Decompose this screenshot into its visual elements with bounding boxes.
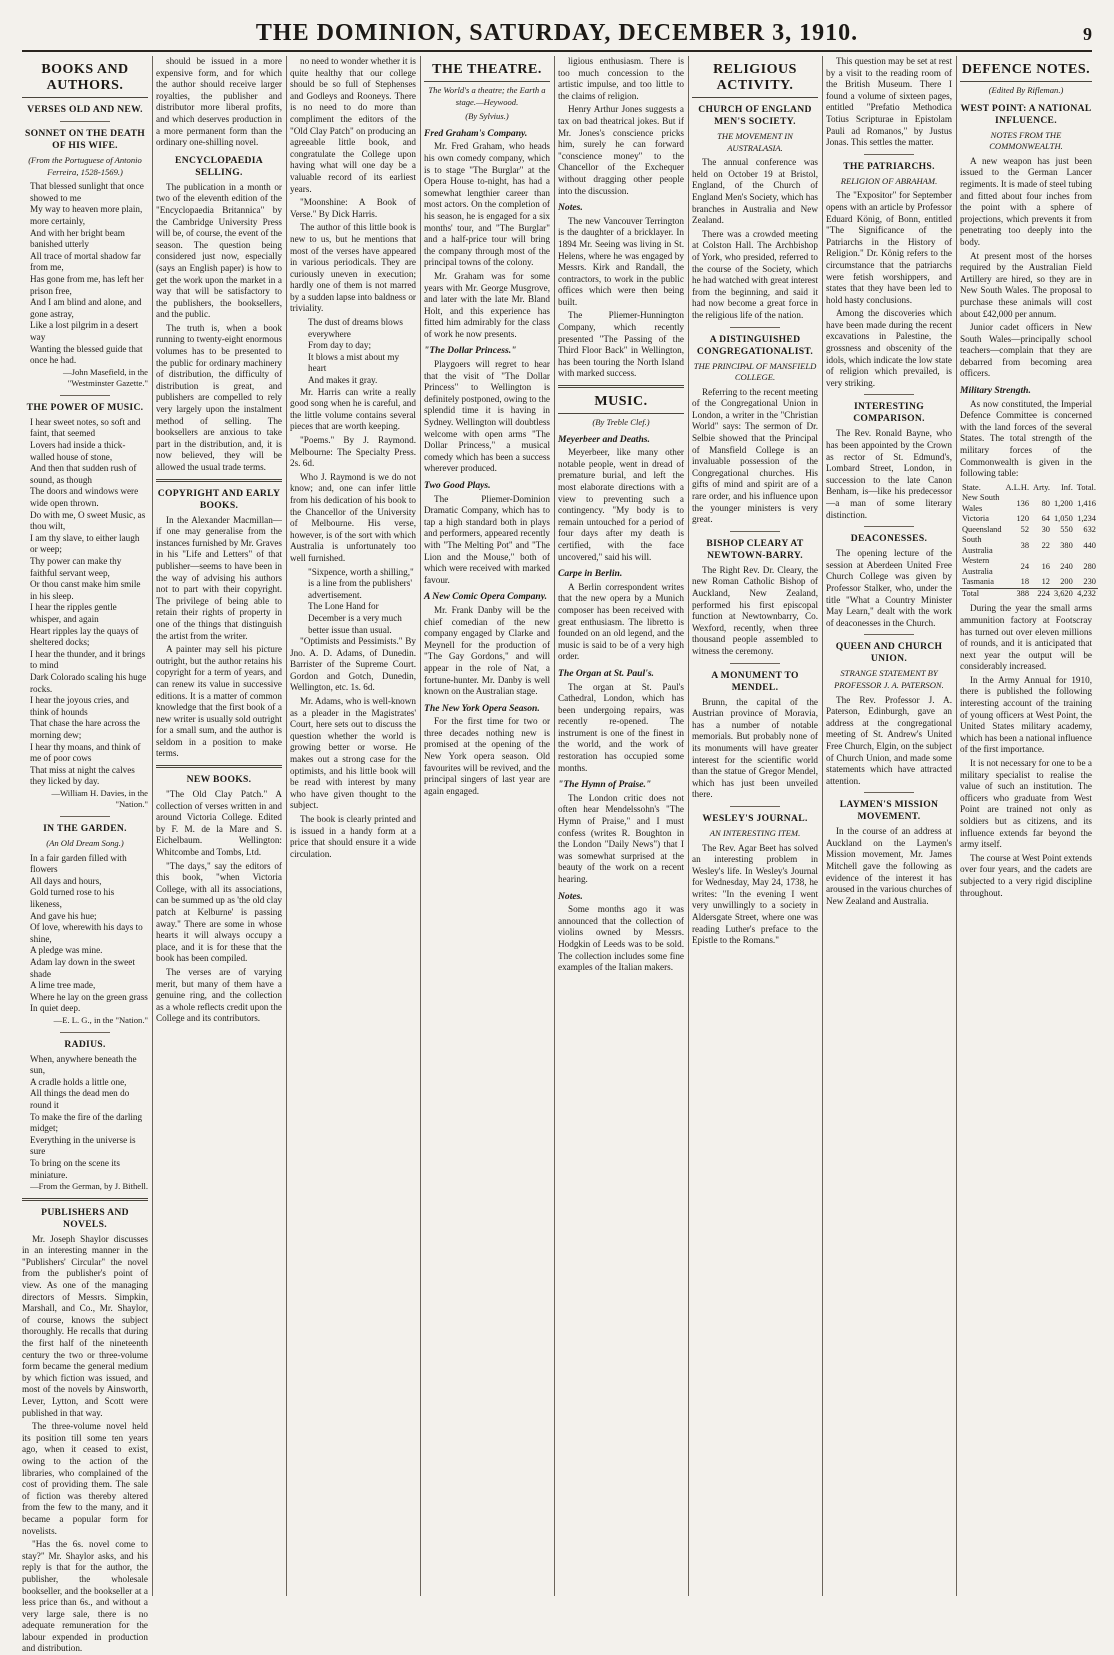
column-rule — [822, 56, 823, 1596]
table-cell: 240 — [1060, 561, 1073, 571]
column-patriarchs — [826, 56, 952, 1596]
table-cell: 280 — [1083, 561, 1096, 571]
article-body — [826, 695, 952, 788]
paragraph: Among the discoveries which have been made during the recent excavations in Palestine, the grossness and obscenity of the idols, which indicate the low state of religion which prevailed, is very striking. — [826, 308, 952, 388]
paragraph: The Right Rev. Dr. Cleary, the new Roman Catholic Bishop of Auckland, New Zealand, performed his first episcopal function at Newtownbarry, Co. Wexford, recently, when three thousand people assembled to witness the ceremony. — [692, 564, 818, 656]
paragraph: For the first time for two or three decades nothing new is promised at the opening of the New York opera season. Old favourites will be revived, and the principal singers of last year are again engaged. — [424, 716, 550, 796]
article-body — [558, 582, 684, 663]
double-rule — [156, 479, 282, 482]
table-row — [960, 556, 1098, 577]
table-cell: 1,234 — [1077, 514, 1096, 524]
text-line: The Lone Hand for December is a very much better issue than usual. — [308, 601, 402, 635]
table-header-cell: State. — [962, 482, 981, 492]
text-line: To bring on the scene its miniature. — [30, 1157, 120, 1180]
text-line: It blows a mist about my heart — [308, 351, 400, 374]
divider — [60, 816, 110, 817]
table-cell: 38 — [1020, 540, 1030, 550]
paragraph: The author of this little book is new to us, but he mentions that most of the verses have appeared in various periodicals. They are curiously uneven in execution; hardly one of them is not marred by a sudden lapse into baldness or triviality. — [290, 222, 416, 314]
paragraph: Henry Arthur Jones suggests a tax on bad theatrical jokes. But if Mr. Jones's conscience pricks him, surely he can forward "conscience money" to the Chancellor of the Exchequer without dragging other people into the discussion. — [558, 104, 684, 196]
paragraph: There was a crowded meeting at Colston Hall. The Archbishop of York, who presided, referred to the course of the Society, which he had watched with great interest from the beginning, and said it had now become a great force in the religious life of the nation. — [692, 228, 818, 320]
subsection-heading: WESLEY'S JOURNAL. — [702, 812, 808, 824]
table-header-cell: A.L.H. — [1005, 482, 1030, 492]
paragraph: "The days," say the editors of this book, "when Victoria College, with all its associations, can be summed up as 'the old clay patch at Kelburne' is passing away." There are some in whose hearts it will always occupy a place, and it is for these that the book has been compiled. — [156, 860, 282, 964]
subsection-heading: WEST POINT: A NATIONAL INFLUENCE. — [960, 102, 1092, 126]
double-rule — [22, 1198, 148, 1201]
article-body — [156, 56, 282, 149]
page-number: 9 — [1083, 24, 1092, 44]
subsection-heading: COPYRIGHT AND EARLY BOOKS. — [157, 487, 281, 511]
column-reviews — [290, 56, 416, 1596]
subsection-subheading: RELIGION OF ABRAHAM. — [840, 175, 938, 186]
column-books-and-authors — [22, 56, 148, 1654]
column-rule — [152, 56, 153, 1596]
text-line: I hear the joyous cries, and think of hounds — [30, 695, 129, 717]
table-cell: 64 — [1041, 514, 1050, 524]
article-heading: Two Good Plays. — [424, 480, 491, 491]
article-body — [558, 56, 684, 197]
text-line: I hear the ripples gentle whisper, and again — [30, 602, 117, 624]
subsection-heading: THE PATRIARCHS. — [843, 160, 935, 172]
paragraph: Mr. Graham was for some years with Mr. George Musgrove, and later with the late Mr. Bland Holt, and this experience has fitted him admirably for the class of work he now presents. — [424, 270, 550, 339]
paragraph: The new Vancouver Terrington is the daughter of a bricklayer. In 1894 Mr. Seeing was living in St. Helens, where he was engaged by Messrs. Kirk and Randall, the contractors, to work in the public offices which were then being built. — [558, 215, 684, 307]
article-heading: "The Hymn of Praise." — [558, 779, 652, 791]
table-cell: 18 — [1020, 577, 1030, 587]
article-body — [424, 494, 550, 587]
article-body — [692, 565, 818, 658]
subsection-subheading: NOTES FROM THE COMMONWEALTH. — [989, 129, 1063, 152]
table-cell: New South Wales — [962, 493, 1000, 513]
divider — [730, 663, 780, 664]
text-line: Or thou canst make him smile in his sleep. — [30, 579, 141, 601]
table-header-cell: Total. — [1076, 482, 1096, 492]
poem-signature: —John Masefield, in the "Westminster Gazette." — [63, 366, 148, 389]
divider — [864, 154, 914, 155]
text-line: That blessed sunlight that once showed to me — [30, 181, 144, 203]
article-body — [156, 789, 282, 1025]
article-body — [424, 359, 550, 475]
subsection-subheading: THE PRINCIPAL OF MANSFIELD COLLEGE. — [693, 360, 817, 383]
article-body — [826, 190, 952, 389]
table-cell: 388 — [1004, 588, 1032, 599]
subsection-subheading: AN INTERESTING ITEM. — [709, 827, 801, 838]
paragraph: Referring to the recent meeting of the Congregational Union in London, a writer in the "Christian World" says: The sermon of Dr. Selbie showed that the Principal of Mansfield College is an invaluable possession of the Congregational churches. His gifts of mind and spirit are of a rare order, and his influence upon the younger ministers is very great. — [692, 386, 818, 525]
text-line: "Sixpence, worth a shilling," is a line from the publishers' advertisement. — [308, 566, 414, 600]
paragraph: The organ at St. Paul's Cathedral, London, which has been undergoing repairs, was recently re-opened. The instrument is one of the finest in the world, and the work of restoration has occupied some months. — [558, 681, 684, 773]
subsection-heading: LAYMEN'S MISSION MOVEMENT. — [839, 799, 939, 823]
table-cell: 1,416 — [1077, 498, 1096, 508]
paragraph: A Berlin correspondent writes that the new opera by a Munich composer has been received with great enthusiasm. The libretto is founded on an old legend, and the music is said to be of a very high order. — [558, 581, 684, 662]
subsection-heading: A DISTINGUISHED CONGREGATIONALIST. — [696, 333, 814, 357]
article-body — [826, 428, 952, 521]
column-defence — [960, 56, 1096, 1596]
paragraph: Brunn, the capital of the Austrian province of Moravia, has a number of notable memorials. But probably none of its monuments will have greater interest for the scientific world than the statue of Gregor Mendel, which has just been unveiled there. — [692, 696, 818, 800]
paragraph: "Optimists and Pessimists." By Jno. A. D. Adams, of Dunedin. Barrister of the Supreme Court. Gordon and Gotch, Dunedin, Wellington, etc. 1s. 6d. — [290, 636, 416, 693]
military-strength-table — [960, 483, 1098, 600]
poem-signature: —From the German, by J. Bithell. — [30, 1181, 148, 1192]
text-line: All trace of mortal shadow far from me, — [30, 250, 141, 273]
poem-body — [290, 317, 416, 387]
poem-body — [22, 417, 148, 788]
table-cell: 550 — [1060, 524, 1073, 534]
article-heading: Carpe in Berlin. — [558, 568, 623, 580]
text-line: And gave his hue; — [30, 910, 97, 921]
paragraph: Meyerbeer, like many other notable people, went in dread of premature burial, and left the most elaborate directions with a view to preventing such a contingency. "My body is to remain untouched for a period of four days after my death is certified, with the face uncovered," said his will. — [558, 447, 684, 562]
paragraph: The "Expositor" for September opens with an article by Professor Eduard König, of Bonn, entitled "The Significance of the Patriarchs in the History of Religion." Dr. König refers to the circumstance that the patriarchs were fetish worshippers, and states that they have been led to hold hasty conclusions. — [826, 190, 952, 305]
section-motto: The World's a theatre; the Earth a stage.—Heywood. — [428, 85, 546, 107]
subsection-subheading: STRANGE STATEMENT BY PROFESSOR J. A. PATERSON. — [834, 668, 944, 690]
article-body — [424, 605, 550, 698]
divider — [864, 634, 914, 635]
column-religious — [692, 56, 818, 1596]
article-heading: Notes. — [558, 890, 583, 902]
paragraph: It is not necessary for one to be a military specialist to realise the value of such an institution. The officers who graduate from West Point are trained not only as soldiers but as citizens, and its influence extends far beyond the army itself. — [960, 758, 1092, 850]
paragraph: A new weapon has just been issued to the German Lancer regiments. It is made of steel tubing and fitted about four inches from the point with a sphere of projections, which prevents it from penetrating too deeply into the body. — [960, 155, 1092, 247]
text-line: Do with me, O sweet Music, as thou wilt, — [30, 509, 146, 532]
article-heading: Fred Graham's Company. — [424, 127, 528, 139]
table-cell: 16 — [1041, 561, 1050, 571]
article-body — [960, 603, 1092, 899]
article-heading: "The Dollar Princess." — [424, 345, 517, 357]
section-heading: MUSIC. — [558, 394, 684, 414]
text-line: And with her bright beam banished utterly — [30, 227, 125, 250]
paragraph: In the Alexander Macmillan—if one may generalise from the instances furnished by Mr. Graves in his "Life and Letters" of that publisher—seems to have been in the way of advising his authors not to part with their copyright. The privilege of being able to retain their rights of property in one of the things that distinguish the artist from the writer. — [156, 514, 282, 641]
poem-source: (An Old Dream Song.) — [46, 838, 124, 849]
text-line: In a fair garden filled with flowers — [30, 852, 127, 875]
paragraph: Mr. Harris can write a really good song when he is careful, and the little volume contains several pieces that are worth keeping. — [290, 386, 416, 432]
table-row — [960, 577, 1098, 588]
divider — [60, 395, 110, 396]
article-body — [290, 387, 416, 565]
table-row — [960, 535, 1098, 556]
table-cell: 30 — [1041, 524, 1050, 534]
paragraph: The book is clearly printed and is issued in a handy form at a price that should ensure it a wide circulation. — [290, 814, 416, 859]
table-total-row — [960, 588, 1098, 599]
subsection-heading: BISHOP CLEARY AT NEWTOWN-BARRY. — [706, 537, 804, 561]
table-cell: 12 — [1041, 577, 1050, 587]
article-body — [290, 56, 416, 315]
paragraph: Mr. Frank Danby will be the chief comedian of the new company engaged by Clarke and Meynell for the production of "The Gay Gordons," and will appear in the role of Nat, a fortune-hunter. Mr. Danby is well known on the Australian stage. — [424, 604, 550, 697]
table-cell: 1,050 — [1053, 514, 1073, 524]
poem-body — [22, 1054, 148, 1182]
paragraph: Junior cadet officers in New South Wales—principally school teachers—complain that they are debarred from becoming area officers. — [960, 322, 1092, 379]
table-cell: Queensland — [962, 524, 1002, 534]
text-line: Gold turned rose to his likeness, — [30, 887, 115, 910]
article-body — [156, 515, 282, 760]
table-cell: 24 — [1020, 561, 1030, 571]
table-cell: 200 — [1060, 577, 1073, 587]
table-cell: 52 — [1020, 524, 1030, 534]
article-heading: Meyerbeer and Deaths. — [558, 433, 650, 445]
text-line: A pledge was mine. — [30, 945, 103, 956]
paragraph: The three-volume novel held its position till some ten years ago, when it ceased to exist, owing to the action of the libraries, who complained of the cost of providing them. The sale of fiction was thereby altered from the few to the many, and it became a popular form for novelists. — [22, 1421, 148, 1536]
text-line: To make the fire of the darling midget; — [30, 1111, 143, 1134]
paragraph: The Pliemer-Hunnington Company, which recently presented "The Passing of the Third Floor Back" in Wellington, has been touring the North Island with marked success. — [558, 310, 684, 379]
subsection-heading: PUBLISHERS AND NOVELS. — [41, 1206, 129, 1230]
table-cell: 440 — [1083, 540, 1096, 550]
text-line: Heart ripples lay the quays of sheltered docks; — [30, 625, 139, 648]
text-line: The dust of dreams blows everywhere — [308, 317, 403, 339]
text-line: Has gone from me, has left her prison free, — [30, 273, 144, 296]
table-cell: 632 — [1083, 524, 1096, 534]
divider — [730, 531, 780, 532]
poem-title: IN THE GARDEN. — [43, 823, 127, 835]
article-body — [692, 387, 818, 526]
article-body — [156, 182, 282, 474]
paragraph: Playgoers will regret to hear that the visit of "The Dollar Princess" to Wellington is definitely postponed, owing to the splendid time it is having in Sydney. Wellington will doubtless welcome with open arms "The Dollar Princess," a musical comedy which has been a success wherever produced. — [424, 359, 550, 474]
paragraph: Mr. Adams, who is well-known as a pleader in the Magistrates' Court, here sets out to discuss the question whether the world is growing better or worse. He makes out a strong case for the optimists, and his little book will be read with interest by many who have given thought to the subject. — [290, 696, 416, 811]
article-body — [826, 548, 952, 629]
column-encyclopaedia — [156, 56, 282, 1596]
column-rule — [420, 56, 421, 1596]
paragraph: At present most of the horses required by the Australian Field Artillery are hired, so they are in New South Wales. The proposal to purchase these animals will cost about £42,000 per annum. — [960, 250, 1092, 319]
article-body — [692, 157, 818, 321]
paragraph: The publication in a month or two of the eleventh edition of the "Encyclopaedia Britannica" by the Cambridge University Press will be, of course, the event of the season. The question being considered just now, especially (says an English paper) is how to get the work upon the market in a way that will be satisfactory to the publishers, the booksellers, and the public. — [156, 181, 282, 320]
text-line: All days and hours, — [30, 875, 102, 886]
double-rule — [558, 385, 684, 388]
text-line: Lovers had inside a thick-walled house of stone, — [30, 440, 126, 462]
column-rule — [688, 56, 689, 1596]
text-line: Like a lost pilgrim in a desert way — [30, 320, 139, 342]
article-body — [692, 697, 818, 801]
table-cell: 4,232 — [1075, 588, 1098, 599]
text-line: Of love, wherewith his days to shine, — [30, 922, 143, 944]
table-cell: 80 — [1041, 498, 1050, 508]
section-heading: RELIGIOUS ACTIVITY. — [692, 62, 818, 98]
article-heading: Notes. — [558, 202, 583, 214]
text-line: A lime tree made, — [30, 980, 96, 991]
table-cell: 230 — [1083, 577, 1096, 587]
table-body — [960, 493, 1098, 599]
paragraph: The Pliemer-Dominion Dramatic Company, which has to tap a high standard both in plays and performers, appeared recently with "The Melting Pot" and "The Lion and the Mouse," both of which were received with marked favour. — [424, 493, 550, 585]
text-line: That chase the hare across the morning dew; — [30, 718, 140, 740]
table-header-row — [960, 483, 1098, 494]
text-line: Everything in the universe is sure — [30, 1134, 136, 1157]
paragraph: "The Old Clay Patch." A collection of verses written in and around Victoria College. Edited by F. M. de la Mare and S. Eichelbaum. Wellington: Whitcombe and Tombs, Ltd. — [156, 789, 282, 858]
article-body — [692, 843, 818, 947]
table-cell: 3,620 — [1053, 588, 1073, 598]
text-line: I am thy slave, to either laugh or weep; — [30, 532, 140, 555]
subsection-heading: INTERESTING COMPARISON. — [853, 401, 925, 425]
text-line: Thy power can make thy faithful servant weep, — [30, 556, 122, 578]
poem-source: (From the Portuguese of Antonio Ferreira, 1528-1569.) — [28, 155, 142, 177]
table-cell: Western Australia — [962, 556, 993, 576]
subsection-heading: CHURCH OF ENGLAND MEN'S SOCIETY. — [698, 104, 812, 127]
text-line: When, anywhere beneath the sun, — [30, 1053, 137, 1076]
article-body — [960, 399, 1092, 480]
text-line: My way to heaven more plain, more certainly, — [30, 204, 143, 226]
newspaper-title: THE DOMINION, SATURDAY, DECEMBER 3, 1910. — [255, 20, 859, 46]
column-theatre — [424, 56, 550, 1596]
text-line: A cradle holds a little one, — [30, 1076, 127, 1087]
subsection-heading: VERSES OLD AND NEW. — [27, 104, 143, 115]
divider — [60, 1032, 110, 1033]
subsection-heading: QUEEN AND CHURCH UNION. — [835, 641, 943, 665]
article-body — [424, 141, 550, 340]
double-rule — [156, 765, 282, 768]
paragraph: A painter may sell his picture outright, but the author retains his copyright for a term of years, and can renew its value in successive editions. It is a matter of common knowledge that the first book of a new writer is usually sold outright for a small sum, and the author is seldom in a position to make terms. — [156, 644, 282, 759]
article-body — [558, 216, 684, 380]
poem-signature: —E. L. G., in the "Nation." — [53, 1014, 148, 1025]
divider — [730, 806, 780, 807]
article-body — [558, 447, 684, 563]
paragraph: During the year the small arms ammunition factory at Footscray has turned out over eleven millions of rounds, and it is anticipated that next year the output will be considerably increased. — [960, 603, 1092, 672]
table-cell: Victoria — [962, 514, 989, 524]
paragraph: should be issued in a more expensive form, and for which the author should receive larger royalties, the publisher and distributor more liberal profits, and which deserves production in a more permanent form than the ordinary one-shilling novel. — [156, 56, 282, 148]
table-cell: Tasmania — [962, 577, 994, 587]
article-body — [826, 56, 952, 149]
article-body — [960, 156, 1092, 380]
table-row — [960, 493, 1098, 514]
table-row — [960, 525, 1098, 536]
paragraph: Mr. Fred Graham, who heads his own comedy company, which is to stage "The Burglar" at the Opera House to-night, has had a somewhat lengthier career than most actors. On the completion of his season, he is engaged for a six months' tour, and "The Burglar" and a half-price tour will bring the company through most of the principal towns of the colony. — [424, 141, 550, 268]
divider — [60, 121, 110, 122]
table-header-cell: Inf. — [1060, 482, 1073, 492]
paragraph: no need to wonder whether it is quite healthy that our college should be so full of Stephenses and Godleys and Rooneys. There is no need to do more than compliment the editors of the "Old Clay Patch" on producing an agreeable little book, and congratulate the College upon having what will one day be a valuable record of its earliest years. — [290, 56, 416, 194]
text-line: In quiet deep. — [30, 1003, 81, 1014]
paragraph: "Poems." By J. Raymond. Melbourne: The Specialty Press. 2s. 6d. — [290, 435, 416, 469]
column-music — [558, 56, 684, 1596]
text-line: I hear thy moans, and think of me of poor cows — [30, 741, 141, 764]
section-heading: DEFENCE NOTES. — [960, 62, 1092, 82]
section-heading: THE THEATRE. — [424, 62, 550, 82]
article-body — [558, 904, 684, 974]
paragraph: The annual conference was held on October 19 at Bristol, England, of the Church of England Men's Society, which has branches in Australia and New Zealand. — [692, 157, 818, 226]
article-body — [558, 682, 684, 775]
byline: (By Treble Clef.) — [592, 417, 650, 428]
paragraph: The opening lecture of the session at Aberdeen United Free Church College was given by Professor Stalker, who, under the title "What a Country Minister May Learn," dealt with the work of deaconesses in the Church. — [826, 548, 952, 628]
paragraph: The verses are of varying merit, but many of them have a genuine ring, and the collection as a whole reflects credit upon the College and its contributors. — [156, 966, 282, 1024]
poem-signature: —William H. Davies, in the "Nation." — [51, 787, 148, 810]
byline: (Edited By Rifleman.) — [988, 85, 1064, 95]
text-line: I hear sweet notes, so soft and faint, that seemed — [30, 416, 141, 439]
paragraph: As now constituted, the Imperial Defence Committee is concerned with the land forces of the several States. The total strength of the military forces of the Commonwealth is given in the following table: — [960, 398, 1092, 479]
subsection-heading: DEACONESSES. — [850, 533, 928, 545]
column-rule — [554, 56, 555, 1596]
subsection-subheading: THE MOVEMENT IN AUSTRALASIA. — [717, 131, 793, 153]
paragraph: This question may be set at rest by a visit to the reading room of the British Museum. There I found a volume of sixteen pages, entitled "Prefatio Methodica Totius Scripturae in Epistolam Pauli ad Romanos," by Justus Jonas. This settles the matter. — [826, 56, 952, 148]
divider — [730, 327, 780, 328]
table-row — [960, 514, 1098, 525]
poem-title: RADIUS. — [64, 1038, 106, 1050]
paragraph: Who J. Raymond is we do not know; and, one can infer little from his dedication of his book to the Chancellor of the University of Melbourne. His verse, however, is of the sort with which Australia is unfortunately too well furnished. — [290, 471, 416, 563]
poem-body — [22, 853, 148, 1015]
masthead — [22, 18, 1092, 52]
text-line: Dark Colorado scaling his huge rocks. — [30, 671, 147, 694]
text-line: The doors and windows were wide open thrown. — [30, 486, 139, 509]
text-line: Wanting the blessed guide that once he had. — [30, 343, 143, 366]
article-body — [22, 1234, 148, 1655]
paragraph: The Rev. Agar Beet has solved an interesting problem in Wesley's life. In Wesley's Journal for Wednesday, May 24, 1738, he writes: "In the evening I went very unwillingly to a society in Aldersgate Street, where one was reading Luther's preface to the Epistle to the Romans." — [692, 842, 818, 946]
table-header-cell: Arty. — [1033, 482, 1050, 492]
table-cell: 1,200 — [1053, 498, 1073, 508]
article-body — [826, 826, 952, 907]
article-heading: The New York Opera Season. — [424, 702, 540, 714]
subsection-heading: NEW BOOKS. — [186, 774, 252, 786]
column-rule — [286, 56, 287, 1596]
poem-title: THE POWER OF MUSIC. — [26, 401, 144, 413]
table-cell: 136 — [1016, 498, 1030, 508]
table-cell: 380 — [1060, 540, 1073, 550]
paragraph: The Rev. Ronald Bayne, who has been appointed by the Crown as rector of St. Edmund's, Lombard Street, London, in succession to the late Canon Benham, is—like his predecessor—a man of some literary distinction. — [826, 428, 952, 520]
divider — [864, 526, 914, 527]
article-body — [424, 716, 550, 797]
paragraph: "Moonshine: A Book of Verse." By Dick Harris. — [290, 197, 416, 219]
text-line: And I am blind and alone, and gone astray, — [30, 297, 142, 319]
divider — [864, 394, 914, 395]
text-line: Where he lay on the green grass — [30, 991, 148, 1002]
table-cell: Total — [960, 588, 1004, 599]
paragraph: The London critic does not often hear Mendelssohn's "The Hymn of Praise," and I must confess (writes R. Boughton in the London "Daily News") that I was somewhat surprised at the beauty of the work on a recent hearing. — [558, 792, 684, 884]
paragraph: The truth is, when a book running to twenty-eight enormous volumes has to be presented to the public for ordinary machinery of distribution, the difficulty of distribution is great, and publishers are compelled to rely very largely upon the instalment method of selling. The booksellers are anxious to take part in the distribution, and, it is now believed, they will be allowed the usual trade terms. — [156, 322, 282, 472]
table-cell: 224 — [1031, 588, 1052, 599]
paragraph: The course at West Point extends over four years, and the cadets are subjected to a very rigid discipline throughout. — [960, 852, 1092, 898]
paragraph: Mr. Joseph Shaylor discusses in an interesting manner in the "Publishers' Circular" the novel from the publisher's point of view. As one of the managing directors of Messrs. Simpkin, Marshall, and Co., Mr. Shaylor, of course, knows the subject thoroughly. He recalls that during the first half of the nineteenth century the two or three-volume form became the general medium by which fiction was issued, and most of the novels by Ainsworth, Lever, Lytton, and Scott were published in that way. — [22, 1233, 148, 1418]
article-body — [290, 636, 416, 860]
poem-title: SONNET ON THE DEATH OF HIS WIFE. — [24, 128, 146, 151]
table-cell: 120 — [1016, 514, 1030, 524]
table-cell: 22 — [1041, 540, 1050, 550]
text-line: I hear the thunder, and it brings to mind — [30, 648, 146, 671]
table-cell: South Australia — [962, 535, 993, 555]
paragraph: "Has the 6s. novel come to stay?" Mr. Shaylor asks, and his reply is that for the author, the publisher, the wholesale bookseller, and the bookseller at a less price than 6s., and without a very large sale, there is no adequate remuneration for the labour expended in production and distribution. — [22, 1539, 148, 1654]
section-heading: BOOKS AND AUTHORS. — [22, 62, 148, 98]
divider — [864, 792, 914, 793]
article-heading: Military Strength. — [960, 385, 1031, 397]
paragraph: In the course of an address at Auckland on the Laymen's Mission movement, Mr. James Mitchell gave the following as evidence of the interest it has aroused in the various churches of New Zealand and Australia. — [826, 826, 952, 906]
text-line: Adam lay down in the sweet shade — [30, 957, 135, 979]
byline: (By Sylvius.) — [465, 111, 509, 122]
paragraph: ligious enthusiasm. There is too much concession to the artistic impulse, and too little to the claims of religion. — [558, 56, 684, 101]
paragraph: In the Army Annual for 1910, there is published the following interesting account of the training of young officers at West Point, the United States military academy, which has been a national influence of the first importance. — [960, 674, 1092, 755]
text-line: And then that sudden rush of sound, as though — [30, 463, 137, 485]
article-heading: The Organ at St. Paul's. — [558, 667, 654, 679]
article-body — [558, 793, 684, 886]
poem-body — [22, 181, 148, 367]
paragraph: Some months ago it was announced that the collection of violins owned by Messrs. Hodgkin of Leeds was to be sold. The collection includes some fine examples of the Italian makers. — [558, 904, 684, 973]
quote-body — [290, 567, 416, 637]
text-line: From day to day; — [308, 340, 372, 351]
subsection-heading: ENCYCLOPAEDIA SELLING. — [175, 154, 263, 178]
article-heading: A New Comic Opera Company. — [424, 591, 548, 603]
text-line: All things the dead men do round it — [30, 1088, 130, 1110]
text-line: That miss at night the calves they licked by day. — [30, 764, 135, 787]
subsection-heading: A MONUMENT TO MENDEL. — [711, 669, 799, 693]
text-line: And makes it gray. — [308, 375, 378, 386]
paragraph: The Rev. Professor J. A. Paterson, Edinburgh, gave an address at the congregational meeting of St. Andrew's United Free Church, Elgin, on the subject of Church Union, and made some statements which have attracted attention. — [826, 694, 952, 786]
column-rule — [956, 56, 957, 1596]
